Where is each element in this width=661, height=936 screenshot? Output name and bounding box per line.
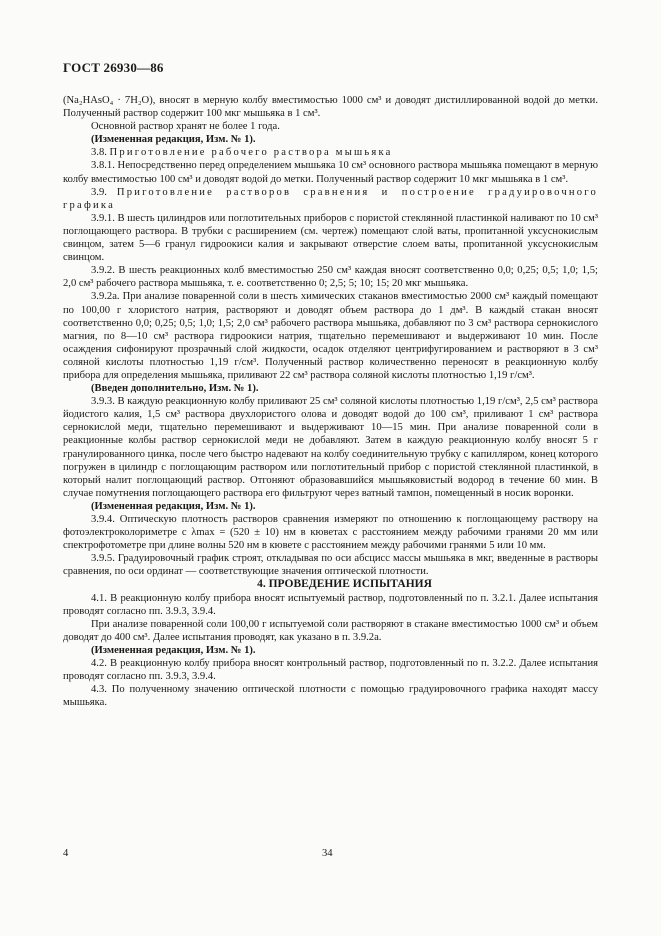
document-header: ГОСТ 26930—86 xyxy=(63,60,164,75)
paragraph: 3.9.3. В каждую реакционную колбу приливают 25 см³ соляной кислоты плотностью 1,19 г/см³, 2,5 см³ раствора йодистого калия, 1,5 см³ раствора двухлористого олова и доводят водой до 100 см³, приливают 1 см³ раствора сернокислой меди, тщательно перемешивают и выдерживают 10—15 мин. При анализе поваренной соли в реакционные колбы раствор сернокислой меди не добавляют. Затем в каждую реакционную колбу вносят 5 г гранулированного цинка, после чего быстро надевают на колбу соединительную трубку с капилляром, конец которого погружен в цилиндр с поглощающим раствором или поглотительный прибор с пористой стеклянной пластинкой, в который налит поглощающий раствор. Отгоняют образовавшийся мышьяковистый водород в течение 60 мин. В случае помутнения поглощающего раствора его фильтруют через ватный тампон, помещенный в носик воронки. xyxy=(63,396,598,499)
page-number-center: 34 xyxy=(322,848,333,859)
subsection-heading xyxy=(63,186,598,212)
paragraph: При анализе поваренной соли 100,00 г испытуемой соли растворяют в стакане вместимостью 1000 см³ и объем доводят до 400 см³. Далее испытания проводят, как указано в п. 3.9.2а. xyxy=(63,618,598,643)
paragraph: (Na₂HAsO₄ · 7H₂O), вносят в мерную колбу вместимостью 1000 см³ и доводят дистиллированной водой до метки. Полученный раствор содержит 100 мкг мышьяка в 1 см³. xyxy=(63,95,598,120)
paragraph: 4.1. В реакционную колбу прибора вносят испытуемый раствор, подготовленный по п. 3.2.1. Далее испытания проводят согласно пп. 3.9.3, 3.9.4. xyxy=(63,592,598,617)
paragraph: 3.8.1. Непосредственно перед определением мышьяка 10 см³ основного раствора мышьяка помещают в мерную колбу вместимостью 100 см³ и доводят водой до метки. Полученный раствор содержит 10 мкг мышьяка в 1 см³. xyxy=(63,160,598,185)
section-title: 4. ПРОВЕДЕНИЕ ИСПЫТАНИЯ xyxy=(257,578,432,591)
page-number-left: 4 xyxy=(63,848,69,859)
amendment-note: (Измененная редакция, Изм. № 1). xyxy=(91,134,256,146)
paragraph: 4.3. По полученному значению оптической плотности с помощью градуировочного графика находят массу мышьяка. xyxy=(63,684,598,709)
document-body xyxy=(63,94,598,709)
subsection-title: Приготовление растворов сравнения и построение градуировочного графика xyxy=(63,186,598,211)
paragraph: 3.9.1. В шесть цилиндров или поглотительных приборов с пористой стеклянной пластинкой наливают по 10 см³ поглощающего раствора. В трубки с расширением (см. чертеж) помещают слой ваты, пропитанной уксуснокислым свинцом, затем 5—6 гранул гидроокиси калия и закрывают отверстие слоем ваты, пропитанной уксуснокислым свинцом. xyxy=(63,212,598,264)
amendment-note: (Введен дополнительно, Изм. № 1). xyxy=(91,383,259,395)
amendment-note: (Измененная редакция, Изм. № 1). xyxy=(91,500,256,512)
paragraph: 3.9.4. Оптическую плотность растворов сравнения измеряют по отношению к поглощающему раствору на фотоэлектроколориметре с λmax = (520 ± 10) нм в кюветах с расстоянием между рабочими гранями 20 мм или спектрофотометре при длине волны 520 нм в кювете с расстоянием между рабочими гранями 5 или 10 мм. xyxy=(63,514,598,552)
paragraph: 3.9.5. Градуировочный график строят, откладывая по оси абсцисс массы мышьяка в мкг, введенные в растворы сравнения, по оси ординат — соответствующие значения оптической плотности. xyxy=(63,553,598,578)
paragraph: 3.9.2. В шесть реакционных колб вместимостью 250 см³ каждая вносят соответственно 0,0; 0,25; 0,5; 1,0; 1,5; 2,0 см³ рабочего раствора мышьяка, т. е. соответственно 0; 2,5; 5; 10; 15; 20 мкг мышьяка. xyxy=(63,265,598,290)
amendment-note: (Измененная редакция, Изм. № 1). xyxy=(91,644,256,656)
subsection-title: Приготовление рабочего раствора мышьяка xyxy=(109,147,393,159)
subsection-heading xyxy=(63,146,598,159)
subsection-number: 3.8. xyxy=(91,147,107,159)
paragraph: Основной раствор хранят не более 1 года. xyxy=(91,121,280,133)
subsection-number: 3.9. xyxy=(91,186,107,198)
paragraph: 3.9.2а. При анализе поваренной соли в шесть химических стаканов вместимостью 2000 см³ каждый помещают по 100,00 г хлористого натрия, растворяют и доводят объем раствора до 1 дм³. В каждый стакан вносят соответственно 0,0; 0,25; 0,5; 1,0; 1,5; 2,0 см³ рабочего раствора мышьяка, добавляют по 3 см³ раствора сернокислого магния, по 8—10 см³ раствора гидроокиси натрия, тщательно перемешивают и выдерживают 10 мин. После осаждения сифонируют прозрачный слой жидкости, осадок отделяют центрифугированием и растворяют в 3 см³ соляной кислоты плотностью 1,19 г/см³. Полученный раствор количественно переносят в реакционную колбу прибора для определения мышьяка, приливают 22 см³ раствора соляной кислоты плотностью 1,19 г/см³. xyxy=(63,291,598,381)
paragraph: 4.2. В реакционную колбу прибора вносят контрольный раствор, подготовленный по п. 3.2.2. Далее испытания проводят согласно пп. 3.9.3, 3.9.4. xyxy=(63,658,598,683)
